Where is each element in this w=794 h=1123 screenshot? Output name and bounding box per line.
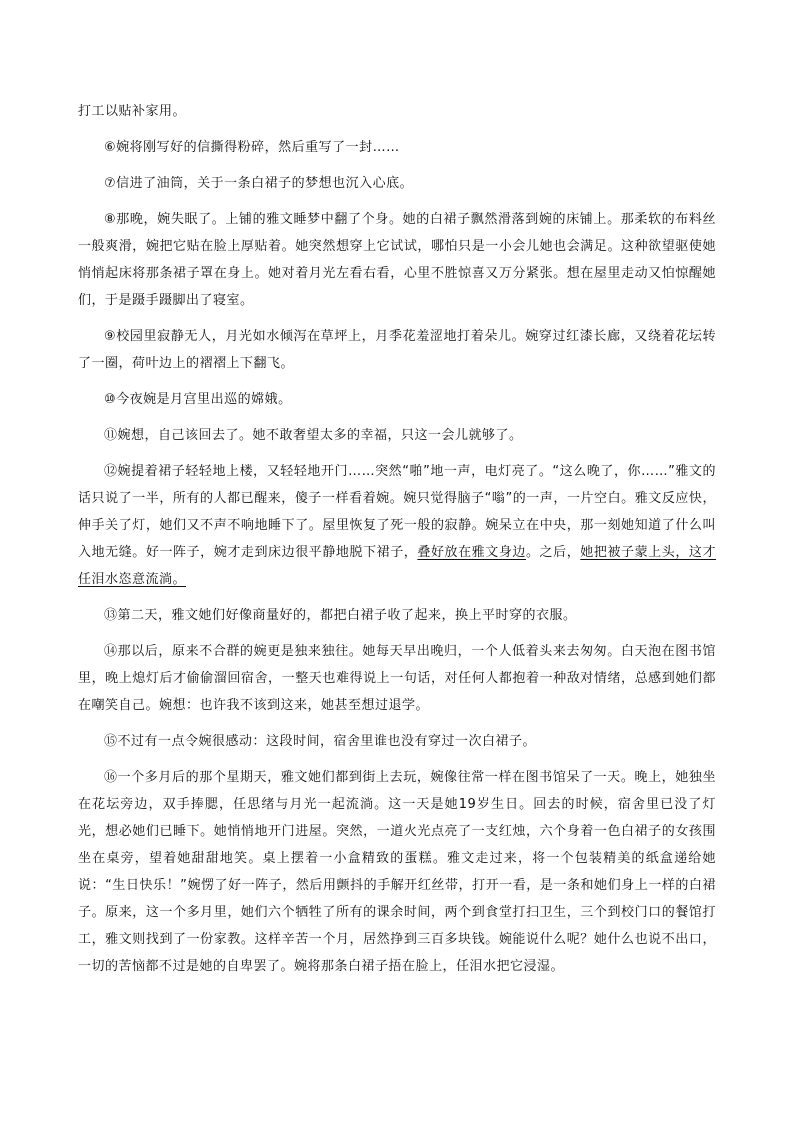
paragraph-10: ⑩今夜婉是月宫里出巡的嫦娥。: [104, 392, 292, 407]
underlined-phrase-fold-skirt: 叠好放在雅文身边: [417, 545, 526, 560]
underlined-sentence-tears: 她把被子蒙上头，这才任泪水恣意流淌。: [78, 545, 716, 587]
paragraph-7: ⑦信进了油筒，关于一条白裙子的梦想也沉入心底。: [104, 176, 414, 191]
paragraph-8: ⑧那晚，婉失眠了。上铺的雅文睡梦中翻了个身。她的白裙子飘然滑落到婉的床铺上。那柔软的布料丝一般爽滑，婉把它贴在脸上厚贴着。她突然想穿上它试试，哪怕只是一小会儿她也会满足。这种欲望驱使她悄悄起床将那条裙子罩在身上。她对着月光左看右看，心里不胜惊喜又万分紧张。想在屋里走动又怕惊醒她们，于是蹑手蹑脚出了寝室。: [78, 212, 716, 308]
paragraph-12-text-c: 。之后，: [525, 545, 581, 560]
paragraph-12: [78, 458, 716, 593]
paragraph-15: ⑮不过有一点令婉很感动：这段时间，宿舍里谁也没有穿过一次白裙子。: [104, 734, 537, 749]
paragraph-14: ⑭那以后，原来不合群的婉更是独来独往。她每天早出晚归，一个人低着头来去匆匆。白天泡在图书馆里，晚上熄灯后才偷偷溜回宿舍，一整天也难得说上一句话，对任何人都抱着一种敌对情绪，总感到她们都在嘲笑自己。婉想：也许我不该到这来，她甚至想过退学。: [78, 644, 716, 713]
paragraph-9: ⑨校园里寂静无人，月光如水倾泻在草坪上，月季花羞涩地打着朵儿。婉穿过红漆长廊，又绕着花坛转了一圈，荷叶边上的褶褶上下翻飞。: [78, 329, 716, 371]
paragraph-continuation: 打工以贴补家用。: [78, 104, 187, 119]
paragraph-13: ⑬第二天，雅文她们好像商量好的，都把白裙子收了起来，换上平时穿的衣服。: [104, 608, 577, 623]
paragraph-12-text-a: ⑫婉提着裙子轻轻地上楼，又轻轻地开门……突然“啪”地一声，电灯亮了。“这么晚了，你……”雅文的话只说了一半，所有的人都已醒来，傻子一样看着婉。婉只觉得脑子“嗡”的一声，一片空白。雅文反应快，伸手关了灯，她们又不声不响地睡下了。屋里恢复了死一般的寂静。婉呆立在中央，那一刻她知道了什么叫入地无缝。好一阵子，婉才走到床边很平静地脱下裙子，: [78, 464, 716, 560]
paragraph-6: ⑥婉将刚写好的信撕得粉碎，然后重写了一封……: [104, 140, 400, 155]
paragraph-11: ⑪婉想，自己该回去了。她不敢奢望太多的幸福，只这一会儿就够了。: [104, 428, 523, 443]
paragraph-16: ⑯一个多月后的那个星期天，雅文她们都到街上去玩，婉像往常一样在图书馆呆了一天。晚上，她独坐在花坛旁边，双手捧腮，任思绪与月光一起流淌。这一天是她19岁生日。回去的时候，宿舍里已没了灯光，想必她们已睡下。她悄悄地开门进屋。突然，一道火光点亮了一支红烛，六个身着一色白裙子的女孩围坐在桌旁，望着她甜甜地笑。桌上摆着一小盒精致的蛋糕。雅文走过来，将一个包装精美的纸盒递给她说：“生日快乐！”婉愣了好一阵子，然后用颤抖的手解开红丝带，打开一看，是一条和她们身上一样的白裙子。原来，这一个多月里，她们六个牺牲了所有的课余时间，两个到食堂打扫卫生，三个到校门口的餐馆打工，雅文则找到了一份家教。这样辛苦一个月，居然挣到三百多块钱。婉能说什么呢？她什么也说不出口，一切的苦恼都不过是她的自卑罢了。婉将那条白裙子捂在脸上，任泪水把它浸湿。: [78, 770, 716, 974]
